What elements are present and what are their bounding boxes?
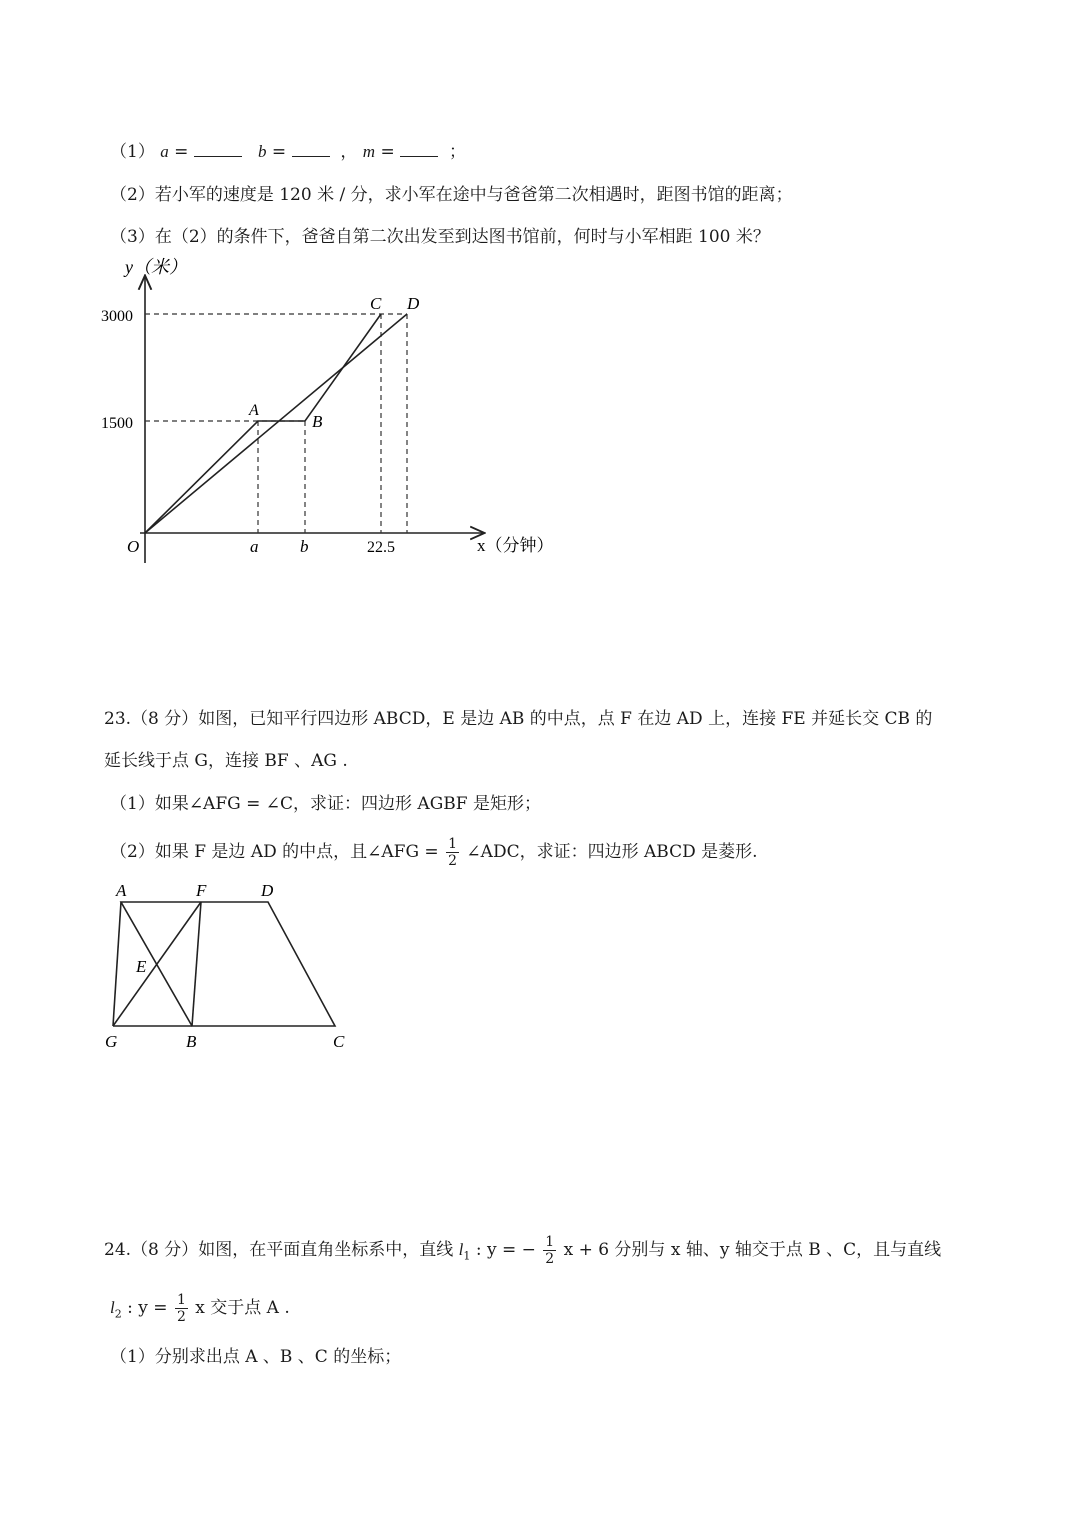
x-tick-a: a [250,537,259,556]
point-D: D [407,294,420,313]
fraction-half-l1 [543,1234,556,1267]
fraction-numerator: 1 [448,836,458,852]
q23-part2-text: （2）如果 F 是边 AD 的中点，且∠AFG = [110,842,439,862]
q24-intro: 24.（8 分）如图，在平面直角坐标系中，直线 [104,1240,454,1260]
l2-subscript: 2 [114,1307,122,1321]
q22-part2: （2）若小军的速度是 120 米 / 分，求小军在途中与爸爸第二次相遇时，距图书馆的距离； [110,185,793,205]
point-B: B [312,412,323,431]
label-G: G [105,1032,118,1051]
q23-line2: 延长线于点 G，连接 BF 、AG . [104,751,348,771]
q24-line1 [104,1234,941,1268]
q22-part3: （3）在（2）的条件下，爸爸自第二次出发至到达图书馆前，何时与小军相距 100 米？ [110,227,770,247]
l2-equation-end: x 交于点 A . [195,1298,290,1318]
origin-label: O [127,537,140,556]
fraction-denominator: 2 [545,1251,555,1267]
fraction-denominator: 2 [176,1309,186,1325]
x-axis-label: x（分钟） [477,536,554,555]
point-C: C [370,294,382,313]
var-m: m [362,142,376,161]
l1-name: l [458,1240,464,1259]
y-axis-label: y（米） [125,257,187,277]
segment-AG [113,902,121,1026]
q23-part2 [110,836,758,869]
fraction-numerator: 1 [545,1234,555,1250]
segment-FB [192,902,201,1026]
label-E: E [136,957,147,976]
var-a: a [160,142,169,161]
blank-a[interactable] [194,140,242,157]
fraction-half [446,836,459,869]
part-number: （1） [110,142,155,162]
q23-part1: （1）如果∠AFG = ∠C，求证：四边形 AGBF 是矩形； [110,794,541,814]
fraction-denominator: 2 [448,853,458,869]
segment-FG [113,902,201,1026]
label-A: A [116,881,127,900]
parallelogram-ABCD [121,902,335,1026]
x-tick-22-5: 22.5 [367,539,395,556]
fraction-numerator: 1 [176,1292,186,1308]
blank-b[interactable] [292,140,330,157]
q23-line1: 23.（8 分）如图，已知平行四边形 ABCD，E 是边 AB 的中点，点 F 在边 AD 上，连接 FE 并延长交 CB 的 [104,709,933,729]
var-b: b [258,142,267,161]
xiaojun-dad-path [145,314,381,533]
label-B: B [186,1032,197,1051]
q23-part2-text-end: ∠ADC，求证：四边形 ABCD 是菱形. [466,842,758,862]
parallelogram-figure [100,875,370,1055]
other-line [145,314,407,533]
x-tick-b: b [300,537,309,556]
q22-part1: （1） a = b = ， m = ； [110,142,466,162]
l2-equation-start: : y = [127,1298,168,1318]
blank-m[interactable] [400,140,438,157]
l1-subscript: 1 [463,1249,471,1263]
q24-part1: （1）分别求出点 A 、B 、C 的坐标； [110,1347,402,1367]
distance-time-graph [95,255,575,575]
l1-equation-start: : y = − [475,1240,536,1260]
point-A: A [249,402,259,419]
y-tick-3000: 3000 [101,308,133,325]
y-tick-1500: 1500 [101,415,133,432]
l2-name: l [110,1298,115,1317]
label-D: D [261,881,274,900]
l1-equation-end: x + 6 分别与 x 轴、y 轴交于点 B 、C，且与直线 [563,1240,942,1260]
q24-line2 [110,1292,290,1326]
label-C: C [333,1032,345,1051]
fraction-half-l2 [175,1292,188,1325]
label-F: F [196,881,207,900]
